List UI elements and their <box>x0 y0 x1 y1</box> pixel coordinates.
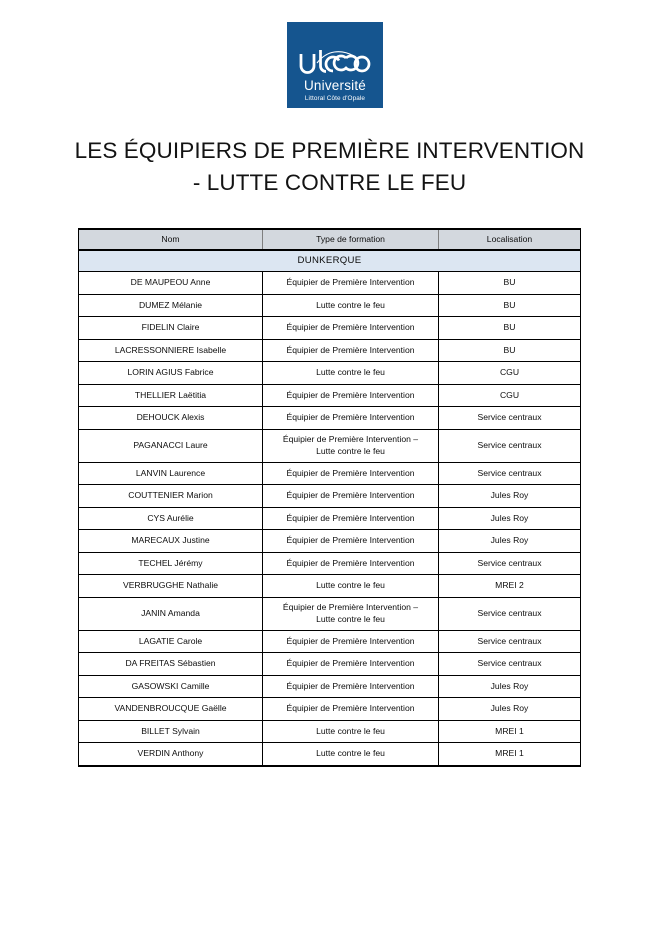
cell-type-de-formation: Équipier de Première Intervention <box>263 407 439 430</box>
roster-table <box>78 228 581 767</box>
table-row <box>79 384 581 407</box>
cell-formation-line-2: Lutte contre le feu <box>316 613 385 624</box>
cell-nom: VERBRUGGHE Nathalie <box>79 575 263 598</box>
cell-type-de-formation: Équipier de Première Intervention <box>263 653 439 676</box>
table-section-row <box>79 250 581 272</box>
cell-type-de-formation <box>263 597 439 630</box>
cell-nom: JANIN Amanda <box>79 597 263 630</box>
cell-type-de-formation: Équipier de Première Intervention <box>263 507 439 530</box>
cell-nom: GASOWSKI Camille <box>79 675 263 698</box>
cell-type-de-formation: Équipier de Première Intervention <box>263 272 439 295</box>
cell-localisation: Jules Roy <box>439 675 581 698</box>
cell-localisation: Service centraux <box>439 429 581 462</box>
column-header-localisation: Localisation <box>439 229 581 250</box>
table-row <box>79 507 581 530</box>
page-title-line-2: - LUTTE CONTRE LE FEU <box>192 170 467 196</box>
cell-localisation: BU <box>439 339 581 362</box>
cell-nom: FIDELIN Claire <box>79 317 263 340</box>
table-body <box>79 250 581 766</box>
cell-nom: VERDIN Anthony <box>79 743 263 766</box>
table-header-row <box>79 229 581 250</box>
cell-type-de-formation: Équipier de Première Intervention <box>263 698 439 721</box>
cell-nom: BILLET Sylvain <box>79 720 263 743</box>
cell-nom: CYS Aurélie <box>79 507 263 530</box>
logo-subtitle: Littoral Côte d'Opale <box>304 94 366 102</box>
cell-localisation: Service centraux <box>439 407 581 430</box>
cell-type-de-formation: Équipier de Première Intervention <box>263 485 439 508</box>
cell-localisation: MREI 1 <box>439 720 581 743</box>
cell-formation-line-1: Équipier de Première Intervention – <box>282 434 419 444</box>
page-title-line-1: LES ÉQUIPIERS DE PREMIÈRE INTERVENTION <box>74 138 585 164</box>
column-header-type-de-formation: Type de formation <box>263 229 439 250</box>
cell-nom: LANVIN Laurence <box>79 462 263 485</box>
cell-localisation: CGU <box>439 384 581 407</box>
table-row <box>79 272 581 295</box>
cell-type-de-formation: Équipier de Première Intervention <box>263 339 439 362</box>
cell-localisation: Jules Roy <box>439 485 581 508</box>
cell-type-de-formation: Équipier de Première Intervention <box>263 675 439 698</box>
cell-localisation: BU <box>439 272 581 295</box>
cell-localisation: Service centraux <box>439 653 581 676</box>
table-row <box>79 339 581 362</box>
cell-formation-line-1: Équipier de Première Intervention – <box>282 602 419 612</box>
cell-nom: DA FREITAS Sébastien <box>79 653 263 676</box>
table-row <box>79 407 581 430</box>
cell-nom: TECHEL Jérémy <box>79 552 263 575</box>
ulco-logo <box>287 22 383 108</box>
table-row <box>79 485 581 508</box>
cell-nom: THELLIER Laëtitia <box>79 384 263 407</box>
cell-nom: MARECAUX Justine <box>79 530 263 553</box>
table-row <box>79 462 581 485</box>
table-row <box>79 698 581 721</box>
cell-type-de-formation: Équipier de Première Intervention <box>263 530 439 553</box>
table-row <box>79 294 581 317</box>
table-row <box>79 743 581 766</box>
cell-nom: COUTTENIER Marion <box>79 485 263 508</box>
cell-type-de-formation: Équipier de Première Intervention <box>263 630 439 653</box>
cell-localisation: Jules Roy <box>439 530 581 553</box>
table-row <box>79 317 581 340</box>
cell-localisation: Service centraux <box>439 552 581 575</box>
table-row <box>79 575 581 598</box>
cell-type-de-formation: Équipier de Première Intervention <box>263 552 439 575</box>
cell-nom: DUMEZ Mélanie <box>79 294 263 317</box>
cell-type-de-formation: Équipier de Première Intervention <box>263 462 439 485</box>
table-row <box>79 720 581 743</box>
cell-type-de-formation: Lutte contre le feu <box>263 575 439 598</box>
logo-university-name: Université <box>303 78 367 93</box>
table-row <box>79 630 581 653</box>
ulco-wordmark-icon <box>298 48 372 74</box>
cell-localisation: Service centraux <box>439 597 581 630</box>
cell-localisation: MREI 1 <box>439 743 581 766</box>
cell-localisation: Jules Roy <box>439 698 581 721</box>
table-row <box>79 675 581 698</box>
cell-type-de-formation <box>263 429 439 462</box>
cell-localisation: Service centraux <box>439 462 581 485</box>
cell-nom: DEHOUCK Alexis <box>79 407 263 430</box>
cell-type-de-formation: Lutte contre le feu <box>263 294 439 317</box>
cell-localisation: CGU <box>439 362 581 385</box>
table-row <box>79 653 581 676</box>
cell-type-de-formation: Lutte contre le feu <box>263 720 439 743</box>
table-row <box>79 362 581 385</box>
roster-table-container <box>78 228 580 767</box>
column-header-nom: Nom <box>79 229 263 250</box>
cell-type-de-formation: Lutte contre le feu <box>263 743 439 766</box>
cell-type-de-formation: Lutte contre le feu <box>263 362 439 385</box>
table-row <box>79 429 581 462</box>
cell-nom: PAGANACCI Laure <box>79 429 263 462</box>
cell-localisation: BU <box>439 317 581 340</box>
cell-type-de-formation: Équipier de Première Intervention <box>263 317 439 340</box>
cell-nom: LORIN AGIUS Fabrice <box>79 362 263 385</box>
cell-nom: LACRESSONNIERE Isabelle <box>79 339 263 362</box>
table-row <box>79 552 581 575</box>
table-header <box>79 229 581 250</box>
cell-nom: DE MAUPEOU Anne <box>79 272 263 295</box>
cell-type-de-formation: Équipier de Première Intervention <box>263 384 439 407</box>
table-section-label: DUNKERQUE <box>79 250 581 272</box>
cell-formation-line-2: Lutte contre le feu <box>316 445 385 456</box>
cell-localisation: Jules Roy <box>439 507 581 530</box>
page-title <box>0 135 659 199</box>
table-row <box>79 597 581 630</box>
cell-localisation: MREI 2 <box>439 575 581 598</box>
cell-localisation: BU <box>439 294 581 317</box>
cell-nom: LAGATIE Carole <box>79 630 263 653</box>
cell-nom: VANDENBROUCQUE Gaëlle <box>79 698 263 721</box>
cell-localisation: Service centraux <box>439 630 581 653</box>
table-row <box>79 530 581 553</box>
